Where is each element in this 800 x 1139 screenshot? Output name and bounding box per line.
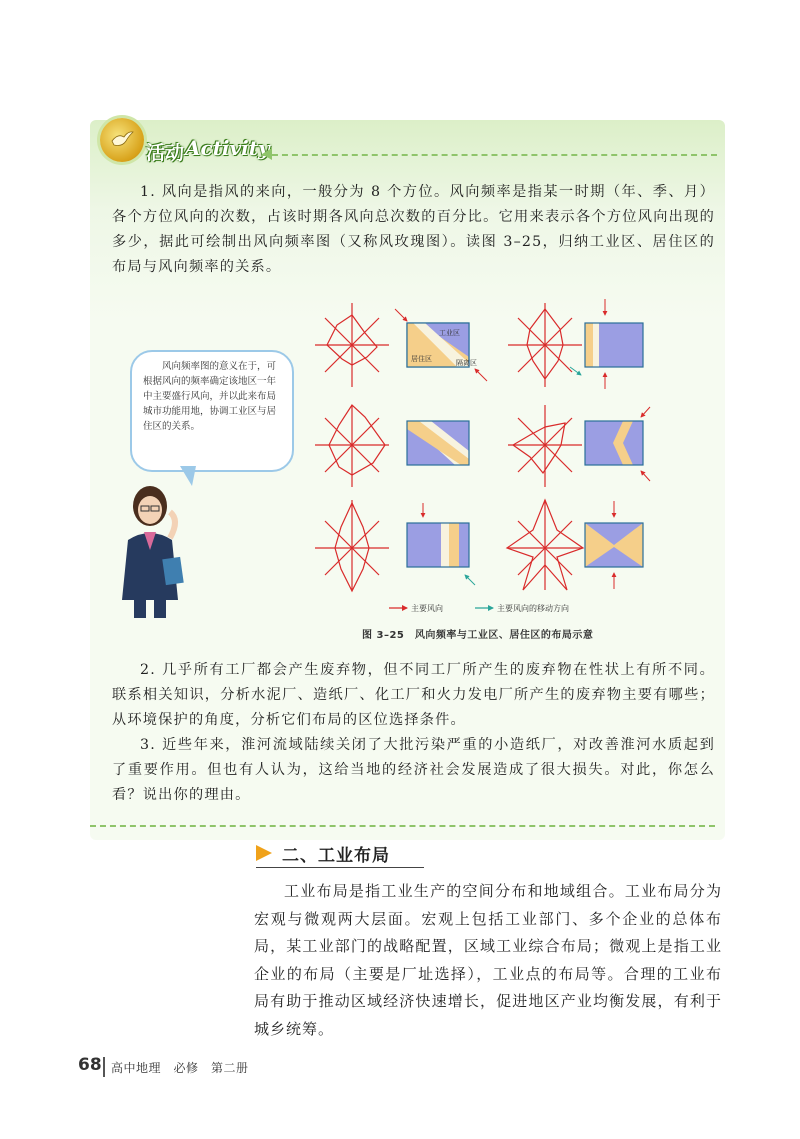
wind-rose-3 <box>315 405 389 487</box>
label-industrial: 工业区 <box>439 329 460 337</box>
figure-legend <box>389 603 569 613</box>
teacher-illustration <box>110 480 190 620</box>
layout-diagram-6 <box>585 501 643 589</box>
layout-diagram-4 <box>585 407 650 481</box>
label-residential: 居住区 <box>411 355 432 363</box>
activity-title: 活动 <box>146 142 185 164</box>
section-underline <box>256 867 424 868</box>
wind-rose-figure <box>315 295 660 625</box>
legend-shift: 主要风向的移动方向 <box>497 604 569 613</box>
header-divider <box>262 154 717 156</box>
section-divider <box>90 825 715 827</box>
layout-diagram-5 <box>407 503 475 585</box>
layout-diagram-2 <box>570 299 643 389</box>
wind-rose-1 <box>315 303 389 387</box>
activity-title-en: Activity <box>185 136 270 160</box>
wind-rose-2 <box>508 303 582 387</box>
section-heading: 二、工业布局 <box>282 846 390 866</box>
wind-rose-4 <box>508 405 582 487</box>
bird-icon <box>110 129 134 149</box>
legend-main-wind: 主要风向 <box>411 604 443 613</box>
speech-bubble-text: 风向频率图的意义在于，可根据风向的频率确定该地区一年中主要盛行风向，并以此来布局城市功能用地，协调工业区与居住区的关系。 <box>143 361 277 432</box>
book-title: 高中地理 必修 第二册 <box>111 1061 249 1075</box>
page-number: 68 <box>78 1055 102 1075</box>
wind-rose-6 <box>507 500 583 590</box>
activity-question-2: 2. 几乎所有工厂都会产生废弃物，但不同工厂所产生的废弃物在性状上有所不同。联系相关知识，分析水泥厂、造纸厂、化工厂和火力发电厂所产生的废弃物主要有哪些；从环境保护的角度，分析它们布局的区位选择条件。 <box>112 662 715 728</box>
footer-divider <box>103 1057 105 1077</box>
label-buffer: 隔离区 <box>456 359 477 367</box>
section-arrow-icon <box>256 845 272 861</box>
wind-rose-5 <box>315 500 389 591</box>
activity-question-1: 1. 风向是指风的来向，一般分为 8 个方位。风向频率是指某一时期（年、季、月）各个方位风向的次数，占该时期各风向总次数的百分比。它用来表示各个方位风向出现的多少，据此可绘制出风向频率图（又称风玫瑰图）。读图 3–25，归纳工业区、居住区的布局与风向频率的关系。 <box>112 184 715 275</box>
activity-question-3: 3. 近些年来，淮河流域陆续关闭了大批污染严重的小造纸厂，对改善淮河水质起到了重要作用。但也有人认为，这给当地的经济社会发展造成了很大损失。对此，你怎么看？说出你的理由。 <box>112 737 715 803</box>
layout-diagram-3 <box>407 421 469 465</box>
section-body: 工业布局是指工业生产的空间分布和地域组合。工业布局分为宏观与微观两大层面。宏观上包括工业部门、多个企业的总体布局，某工业部门的战略配置，区域工业综合布局；微观上是指工业企业的布局（主要是厂址选择），工业点的布局等。合理的工业布局有助于推动区域经济快速增长，促进地区产业均衡发展，有利于城乡统筹。 <box>254 882 722 1038</box>
layout-diagram-1 <box>395 309 487 381</box>
figure-caption: 图 3–25 风向频率与工业区、居住区的布局示意 <box>362 630 594 641</box>
